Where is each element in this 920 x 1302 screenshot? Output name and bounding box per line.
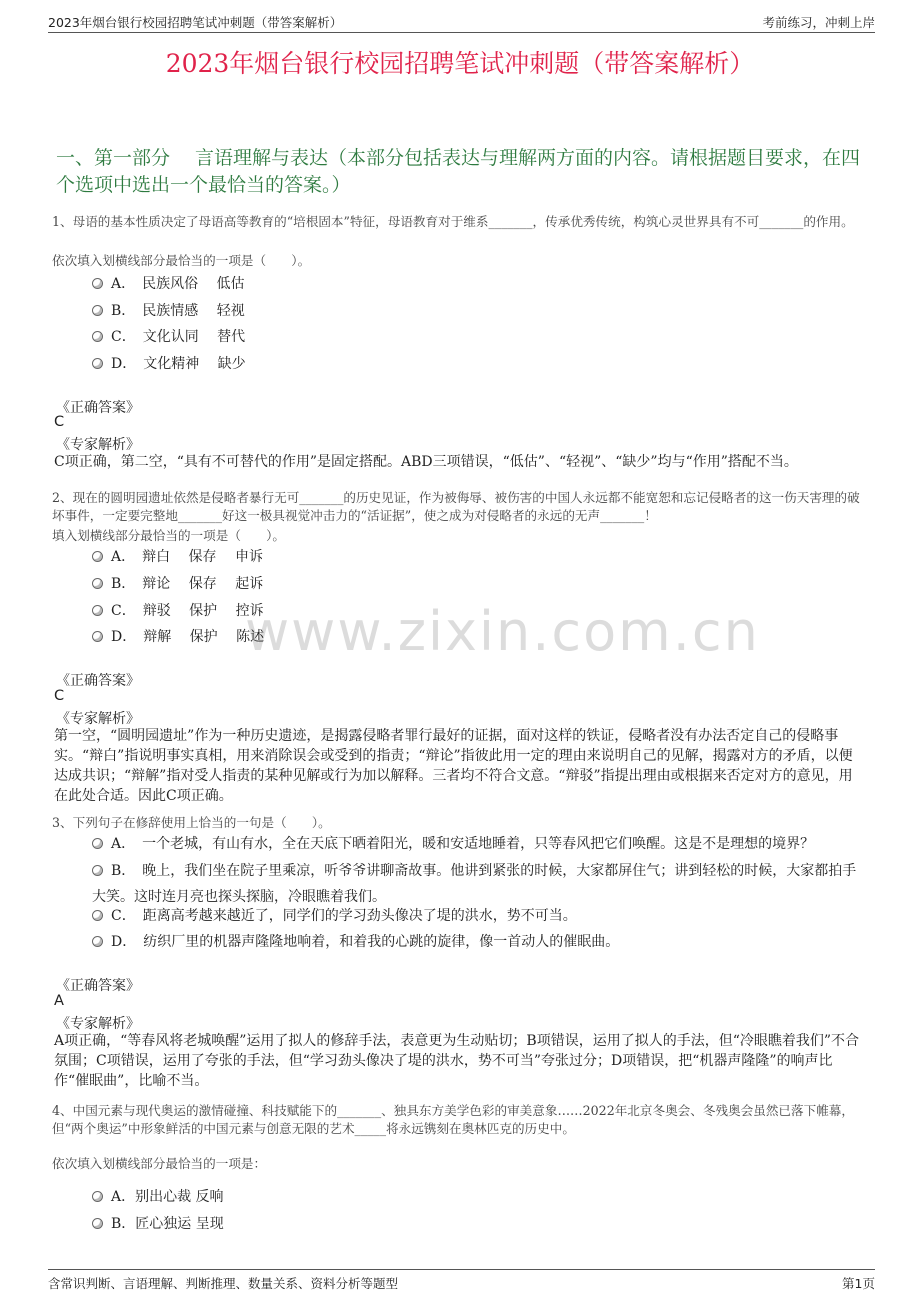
q3-answer-label: 《正确答案》	[56, 978, 140, 994]
radio-icon[interactable]	[92, 865, 103, 876]
page-number: 第1页	[842, 1276, 875, 1291]
radio-icon[interactable]	[92, 936, 103, 947]
watermark: www.zixin.com.cn	[245, 600, 760, 663]
question-4-prompt: 依次填入划横线部分最恰当的一项是：	[52, 1156, 267, 1171]
q2-option-d[interactable]: D． 辩解 保护 陈述	[92, 624, 264, 650]
q3-option-c[interactable]: C． 距离高考越来越近了，同学们的学习劲头像决了堤的洪水，势不可当。	[92, 903, 862, 929]
radio-icon[interactable]	[92, 631, 103, 642]
page-header	[48, 10, 875, 33]
question-1-stem: 1、母语的基本性质决定了母语高等教育的“培根固本”特征，母语教育对于维系_______，传承优秀传统，构筑心灵世界具有不可_______的作用。	[52, 214, 854, 229]
page-title: 2023年烟台银行校园招聘笔试冲刺题（带答案解析）	[165, 49, 755, 78]
radio-icon[interactable]	[92, 605, 103, 616]
q1-option-b[interactable]: B． 民族情感 轻视	[92, 298, 245, 324]
q2-option-a[interactable]: A． 辩白 保存 申诉	[92, 544, 263, 570]
radio-icon[interactable]	[92, 1218, 103, 1229]
q2-analysis: 第一空，“圆明园遗址”作为一种历史遗迹，是揭露侵略者罪行最好的证据，面对这样的铁证，侵略者没有办法否定自己的侵略事实。“辩白”指说明事实真相，用来消除误会或受到的指责；“辩论”指彼此用一定的理由来说明自己的见解，揭露对方的矛盾，以便达成共识；“辩解”指对受人指责的某种见解或行为加以解释。三者均不符合文意。“辩驳”指提出理由或根据来否定对方的意见，用在此处合适。因此C项正确。	[54, 728, 853, 804]
radio-icon[interactable]	[92, 358, 103, 369]
radio-icon[interactable]	[92, 578, 103, 589]
section-heading: 一、第一部分 言语理解与表达（本部分包括表达与理解两方面的内容。请根据题目要求，在四个选项中选出一个最恰当的答案。）	[56, 147, 861, 196]
header-right-text: 考前练习，冲刺上岸	[762, 15, 875, 30]
question-1-prompt: 依次填入划横线部分最恰当的一项是（ ）。	[52, 253, 311, 268]
q1-answer-label: 《正确答案》	[56, 400, 140, 416]
radio-icon[interactable]	[92, 305, 103, 316]
q3-option-d[interactable]: D． 纺织厂里的机器声隆隆地响着，和着我的心跳的旋律，像一首动人的催眠曲。	[92, 929, 862, 955]
q1-answer: C	[54, 414, 65, 430]
q2-option-b[interactable]: B． 辩论 保存 起诉	[92, 571, 263, 597]
radio-icon[interactable]	[92, 910, 103, 921]
q4-option-b[interactable]: B．匠心独运 呈现	[92, 1211, 224, 1237]
q3-analysis: A项正确，“等春风将老城唤醒”运用了拟人的修辞手法，表意更为生动贴切；B项错误，运用了拟人的手法，但“冷眼瞧着我们”不合氛围；C项错误，运用了夸张的手法，但“学习劲头像决了堤的洪水，势不可当”夸张过分；D项错误，把“机器声隆隆”的响声比作“催眠曲”，比喻不当。	[54, 1033, 860, 1089]
q1-analysis: C项正确，第二空，“具有不可替代的作用”是固定搭配。ABD三项错误，“低估”、“轻视”、“缺少”均与“作用”搭配不当。	[54, 454, 798, 470]
radio-icon[interactable]	[92, 331, 103, 342]
radio-icon[interactable]	[92, 838, 103, 849]
q2-option-c[interactable]: C． 辩驳 保护 控诉	[92, 598, 264, 624]
radio-icon[interactable]	[92, 1191, 103, 1202]
q1-option-d[interactable]: D． 文化精神 缺少	[92, 351, 246, 377]
q1-option-c[interactable]: C． 文化认同 替代	[92, 324, 245, 350]
q2-analysis-label: 《专家解析》	[56, 711, 140, 727]
q4-option-a[interactable]: A．别出心裁 反响	[92, 1184, 224, 1210]
q3-option-b[interactable]: B． 晚上，我们坐在院子里乘凉，听爷爷讲聊斋故事。他讲到紧张的时候，大家都屏住气；讲到轻松的时候，大家都拍手大笑。这时连月亮也探头探脑，冷眼瞧着我们。	[92, 863, 857, 905]
q3-analysis-label: 《专家解析》	[56, 1016, 140, 1032]
q3-option-a[interactable]: A． 一个老城，有山有水，全在天底下晒着阳光，暖和安适地睡着，只等春风把它们唤醒。这是不是理想的境界？	[92, 831, 862, 857]
radio-icon[interactable]	[92, 278, 103, 289]
header-left-text: 2023年烟台银行校园招聘笔试冲刺题（带答案解析）	[48, 15, 343, 30]
question-2-stem: 2、现在的圆明园遗址依然是侵略者暴行无可_______的历史见证，作为被侮辱、被伤害的中国人永远都不能宽恕和忘记侵略者的这一伤天害理的破坏事件，一定要完整地_______好这一极具视觉冲击力的“活证据”，使之成为对侵略者的永远的无声_______！	[52, 490, 860, 523]
q3-answer: A	[54, 993, 64, 1009]
q2-answer: C	[54, 688, 65, 704]
question-3-stem: 3、下列句子在修辞使用上恰当的一句是（ ）。	[52, 815, 331, 830]
q2-answer-label: 《正确答案》	[56, 673, 140, 689]
question-2-prompt: 填入划横线部分最恰当的一项是（ ）。	[52, 528, 285, 543]
page-footer	[48, 1269, 875, 1292]
q1-analysis-label: 《专家解析》	[56, 437, 140, 453]
footer-left-text: 含常识判断、言语理解、判断推理、数量关系、资料分析等题型	[48, 1276, 399, 1291]
radio-icon[interactable]	[92, 551, 103, 562]
q1-option-a[interactable]: A． 民族风俗 低估	[92, 271, 245, 297]
question-4-stem: 4、中国元素与现代奥运的激情碰撞、科技赋能下的_______、独具东方美学色彩的审美意象……2022年北京冬奥会、冬残奥会虽然已落下帷幕，但“两个奥运”中形象鲜活的中国元素与创意无限的艺术_____将永远镌刻在奥林匹克的历史中。	[52, 1103, 854, 1136]
